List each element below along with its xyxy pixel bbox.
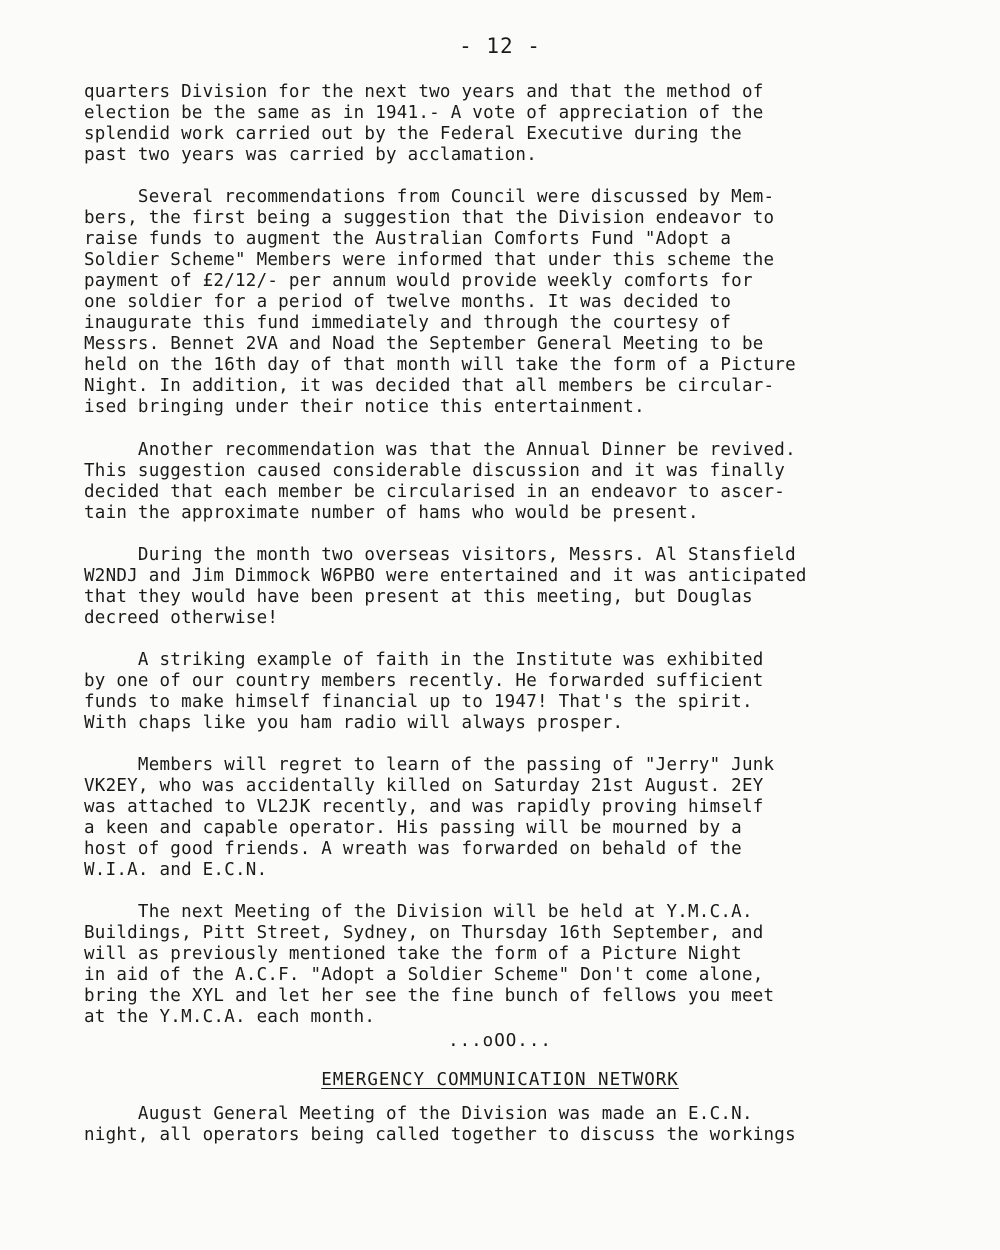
- paragraph-line: held on the 16th day of that month will take the form of a Picture: [84, 355, 796, 375]
- paragraph-line: Buildings, Pitt Street, Sydney, on Thursday 16th September, and: [84, 923, 764, 943]
- paragraph-line: W2NDJ and Jim Dimmock W6PBO were entertained and it was anticipated: [84, 566, 807, 586]
- paragraph-line: bers, the first being a suggestion that the Division endeavor to: [84, 208, 775, 228]
- paragraph-line: August General Meeting of the Division was made an E.C.N.: [84, 1104, 753, 1124]
- paragraph-line: in aid of the A.C.F. "Adopt a Soldier Scheme" Don't come alone,: [84, 965, 764, 985]
- paragraph-line: inaugurate this fund immediately and through the courtesy of: [84, 313, 732, 333]
- paragraph-line: tain the approximate number of hams who would be present.: [84, 503, 699, 523]
- paragraph-line: W.I.A. and E.C.N.: [84, 860, 268, 880]
- paragraph-line: A striking example of faith in the Institute was exhibited: [84, 650, 764, 670]
- paragraph-line: With chaps like you ham radio will always prosper.: [84, 713, 624, 733]
- paragraph-line: that they would have been present at this meeting, but Douglas: [84, 587, 753, 607]
- paragraph-line: splendid work carried out by the Federal Executive during the: [84, 124, 742, 144]
- page-number: - 12 -: [459, 34, 541, 58]
- paragraph-line: VK2EY, who was accidentally killed on Saturday 21st August. 2EY: [84, 776, 764, 796]
- paragraph-line: During the month two overseas visitors, Messrs. Al Stansfield: [84, 545, 796, 565]
- paragraph-line: Members will regret to learn of the passing of "Jerry" Junk: [84, 755, 775, 775]
- paragraph-line: Night. In addition, it was decided that all members be circular-: [84, 376, 775, 396]
- paragraph-line: was attached to VL2JK recently, and was rapidly proving himself: [84, 797, 764, 817]
- paragraph-line: host of good friends. A wreath was forwarded on behald of the: [84, 839, 742, 859]
- paragraph-line: decided that each member be circularised in an endeavor to ascer-: [84, 482, 786, 502]
- paragraph-line: funds to make himself financial up to 1947! That's the spirit.: [84, 692, 753, 712]
- paragraph-line: bring the XYL and let her see the fine bunch of fellows you meet: [84, 986, 775, 1006]
- paragraph-line: Messrs. Bennet 2VA and Noad the September General Meeting to be: [84, 334, 764, 354]
- paragraph-line: past two years was carried by acclamation.: [84, 145, 538, 165]
- paragraph-line: night, all operators being called together to discuss the workings: [84, 1125, 796, 1145]
- paragraph-line: at the Y.M.C.A. each month.: [84, 1007, 376, 1027]
- paragraph-line: Soldier Scheme" Members were informed that under this scheme the: [84, 250, 775, 270]
- paragraph-line: a keen and capable operator. His passing will be mourned by a: [84, 818, 742, 838]
- paragraph-line: one soldier for a period of twelve months. It was decided to: [84, 292, 732, 312]
- section-heading: EMERGENCY COMMUNICATION NETWORK: [321, 1070, 679, 1090]
- paragraph-line: decreed otherwise!: [84, 608, 279, 628]
- section-separator: ...oOO...: [448, 1031, 552, 1051]
- paragraph-line: Another recommendation was that the Annual Dinner be revived.: [84, 440, 796, 460]
- paragraph-line: election be the same as in 1941.- A vote of appreciation of the: [84, 103, 764, 123]
- paragraph-line: by one of our country members recently. He forwarded sufficient: [84, 671, 764, 691]
- paragraph-line: quarters Division for the next two years and that the method of: [84, 82, 764, 102]
- paragraph-line: ised bringing under their notice this entertainment.: [84, 397, 645, 417]
- paragraph-line: will as previously mentioned take the form of a Picture Night: [84, 944, 742, 964]
- paragraph-line: The next Meeting of the Division will be held at Y.M.C.A.: [84, 902, 753, 922]
- paragraph-line: This suggestion caused considerable discussion and it was finally: [84, 461, 786, 481]
- paragraph-line: raise funds to augment the Australian Comforts Fund "Adopt a: [84, 229, 732, 249]
- paragraph-line: payment of £2/12/- per annum would provide weekly comforts for: [84, 271, 753, 291]
- paragraph-line: Several recommendations from Council were discussed by Mem-: [84, 187, 775, 207]
